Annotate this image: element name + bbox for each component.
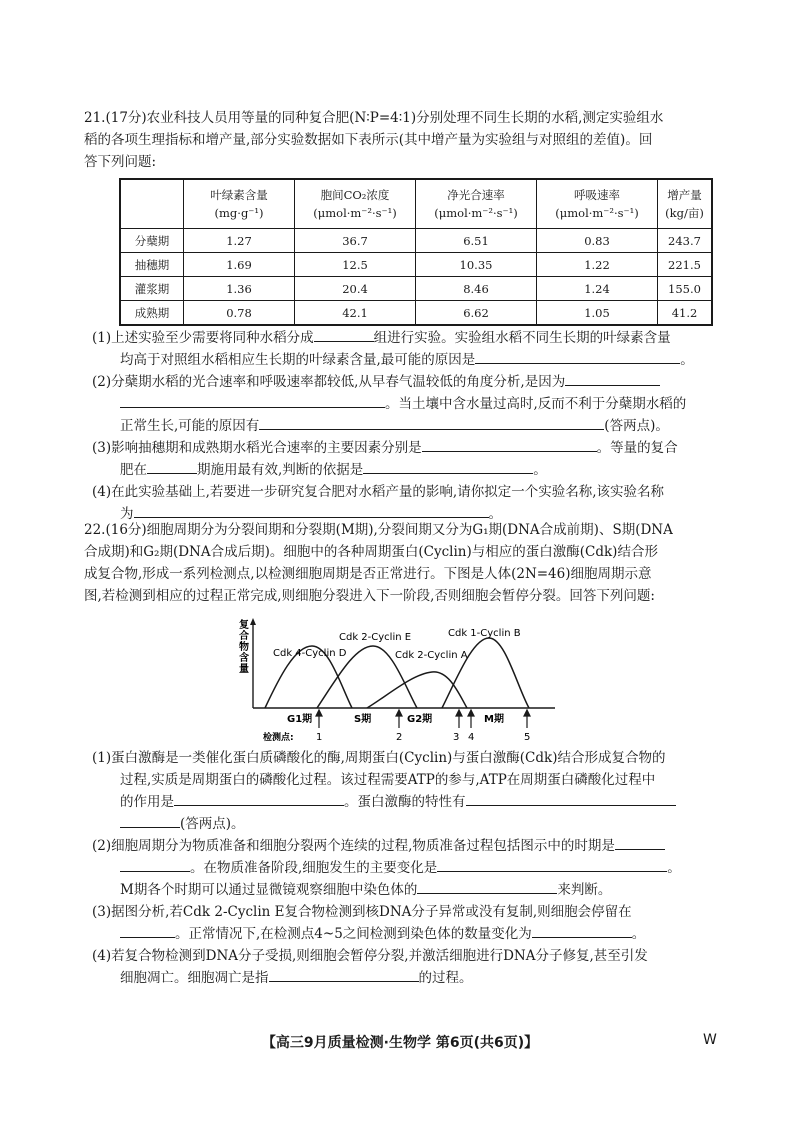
phase-label: M期 [484,714,504,725]
checkpoint-number: 2 [396,732,403,743]
q21-data-table [119,178,713,326]
series-label: Cdk 1-Cyclin B [448,628,521,639]
table-header-cell: 净光合速率 (μmol·m⁻²·s⁻¹) [416,179,537,229]
page-footer: 【高三9月质量检测·生物学 第6页(共6页)】 [261,1035,539,1051]
y-axis-label-char: 复 [239,620,249,631]
y-axis-arrow [250,618,256,625]
answer-blank[interactable] [269,967,419,982]
checkpoint-number: 1 [316,732,323,743]
q22-sub2: (2)细胞周期分为物质准备和细胞分裂两个连续的过程,物质准备过程包括图示中的时期是 [92,835,722,857]
answer-blank[interactable] [134,503,489,518]
footer-mark: W [703,1032,717,1048]
phase-label: G2期 [407,714,433,725]
checkpoint-number: 3 [453,732,460,743]
answer-blank[interactable] [437,857,667,872]
q22-sub1: (1)蛋白激酶是一类催化蛋白质磷酸化的酶,周期蛋白(Cyclin)与蛋白激酶(Cdk)结合形成复合物的 [92,750,666,766]
table-header-cell [120,179,184,229]
cell-cycle-chart [237,616,567,746]
q22-intro: 22.(16分)细胞周期分为分裂间期和分裂期(M期),分裂间期又分为G₁期(DNA合成前期)、S期(DNA 合成期)和G₂期(DNA合成后期)。细胞中的各种周期蛋白(Cyclin)与相应的蛋白激酶(Cdk)结合形 成复合物,形成一系列检测点,以检测细胞周期是否正常进行。下图是人体(2N=46)细胞周期示意 图,若检测到相应的过程正常完成,则细胞分裂进入下一阶段,否则细胞会暂停分裂。回答下列问题: [84,522,673,604]
table-header-row [120,179,712,229]
answer-blank[interactable] [120,857,190,872]
series-label: Cdk 4-Cyclin D [273,648,347,659]
answer-blank[interactable] [417,879,557,894]
q22-sub3: (3)据图分析,若Cdk 2-Cyclin E复合物检测到核DNA分子异常或没有复制,则细胞会停留在 [92,904,632,920]
table-header-cell: 叶绿素含量 (mg·g⁻¹) [184,179,295,229]
answer-blank[interactable] [120,813,180,828]
answer-blank[interactable] [174,791,344,806]
curve-cdk2-cyclinA [367,672,467,708]
answer-blank[interactable] [314,327,374,342]
checkpoint-axis-label: 检测点: [263,733,294,743]
y-axis-label-char: 量 [239,664,249,675]
q21-subquestions: (1)上述实验至少需要将同种水稻分成 组进行实验。实验组水稻不同生长期的叶绿素含量 均高于对照组水稻相应生长期的叶绿素含量,最可能的原因是 。 (2)分蘖期水稻的光合速率和呼吸速率都较低,从早春气温较低的角度分析,是因为 。当土壤中含水量过高时,反而不利于分蘖期水稻的 正常生长,可能的原因有 (答两点)。 (3)影响抽穗期和成熟期水稻光合速率的主要因素分别是 。等量的复合 肥在 期施用最有效,判断的依据是 。 (4)在此实验基础上,若要进一步研究复合肥对水稻产量的影响,请你拟定一个实验名称,该实验名称 为 。 [92,327,722,525]
table-row: 抽穗期 1.69 12.5 10.35 1.22 221.5 [120,253,712,277]
table-header-cell: 胞间CO₂浓度 (μmol·m⁻²·s⁻¹) [295,179,416,229]
answer-blank[interactable] [466,791,676,806]
checkpoint-arrowhead [456,710,462,716]
table-header-cell: 增产量 (kg/亩) [658,179,713,229]
table-row: 成熟期 0.78 42.1 6.62 1.05 41.2 [120,301,712,326]
checkpoint-number: 5 [524,732,531,743]
q21-sub4: (4)在此实验基础上,若要进一步研究复合肥对水稻产量的影响,请你拟定一个实验名称,该实验名称 [92,484,664,500]
answer-blank[interactable] [363,459,533,474]
answer-blank[interactable] [615,835,665,850]
answer-blank[interactable] [147,459,197,474]
answer-blank[interactable] [120,923,175,938]
checkpoint-arrowhead [524,710,530,716]
answer-blank[interactable] [565,371,660,386]
table-row: 分蘖期 1.27 36.7 6.51 0.83 243.7 [120,229,712,253]
q21-sub2: (2)分蘖期水稻的光合速率和呼吸速率都较低,从早春气温较低的角度分析,是因为 [92,371,722,393]
answer-blank[interactable] [475,349,680,364]
checkpoint-arrowhead [396,710,402,716]
checkpoint-number: 4 [468,732,475,743]
q21-sub3: (3)影响抽穗期和成熟期水稻光合速率的主要因素分别是 。等量的复合 [92,437,722,459]
q21-intro: 21.(17分)农业科技人员用等量的同种复合肥(N∶P=4∶1)分别处理不同生长期的水稻,测定实验组水 稻的各项生理指标和增产量,部分实验数据如下表所示(其中增产量为实验组与对照组的差值)。回 答下列问题: [84,110,664,170]
answer-blank[interactable] [120,393,385,408]
y-axis-label [239,618,249,675]
phase-label: S期 [354,714,372,725]
answer-blank[interactable] [259,415,604,430]
curve-cdk1-cyclinB [442,638,529,708]
q21-sub1: (1)上述实验至少需要将同种水稻分成 组进行实验。实验组水稻不同生长期的叶绿素含量 [92,327,722,349]
answer-blank[interactable] [422,437,597,452]
y-axis-label-char: 合 [239,631,249,642]
table-header-cell: 呼吸速率 (μmol·m⁻²·s⁻¹) [537,179,658,229]
q22-sub4: (4)若复合物检测到DNA分子受损,则细胞会暂停分裂,并激活细胞进行DNA分子修复,甚至引发 [92,948,648,964]
phase-label: G1期 [287,714,313,725]
answer-blank[interactable] [532,923,632,938]
series-label: Cdk 2-Cyclin E [339,632,412,643]
checkpoint-arrowhead [468,710,474,716]
series-label: Cdk 2-Cyclin A [395,650,468,661]
q22-subquestions: (1)蛋白激酶是一类催化蛋白质磷酸化的酶,周期蛋白(Cyclin)与蛋白激酶(Cdk)结合形成复合物的 过程,实质是周期蛋白的磷酸化过程。该过程需要ATP的参与,ATP在周期蛋白磷酸化过程中 的作用是 。蛋白激酶的特性有 (答两点)。 (2)细胞周期分为物质准备和细胞分裂两个连续的过程,物质准备过程包括图示中的时期是 。在物质准备阶段,细胞发生的主要变化是 。 M期各个时期可以通过显微镜观察细胞中染色体的 来判断。 (3)据图分析,若Cdk 2-Cyclin E复合物检测到核DNA分子异常或没有复制,则细胞会停留在 。正常情况下,在检测点4~5之间检测到染色体的数量变化为 。 (4)若复合物检测到DNA分子受损,则细胞会暂停分裂,并激活细胞进行DNA分子修复,甚至引发 细胞凋亡。细胞凋亡是指 的过程。 [92,747,722,989]
y-axis-label-char: 含 [239,653,249,664]
checkpoint-arrowhead [316,710,322,716]
svg-text:复合物含量 [239,618,249,675]
table-row: 灌浆期 1.36 20.4 8.46 1.24 155.0 [120,277,712,301]
y-axis-label-char: 物 [239,642,249,653]
